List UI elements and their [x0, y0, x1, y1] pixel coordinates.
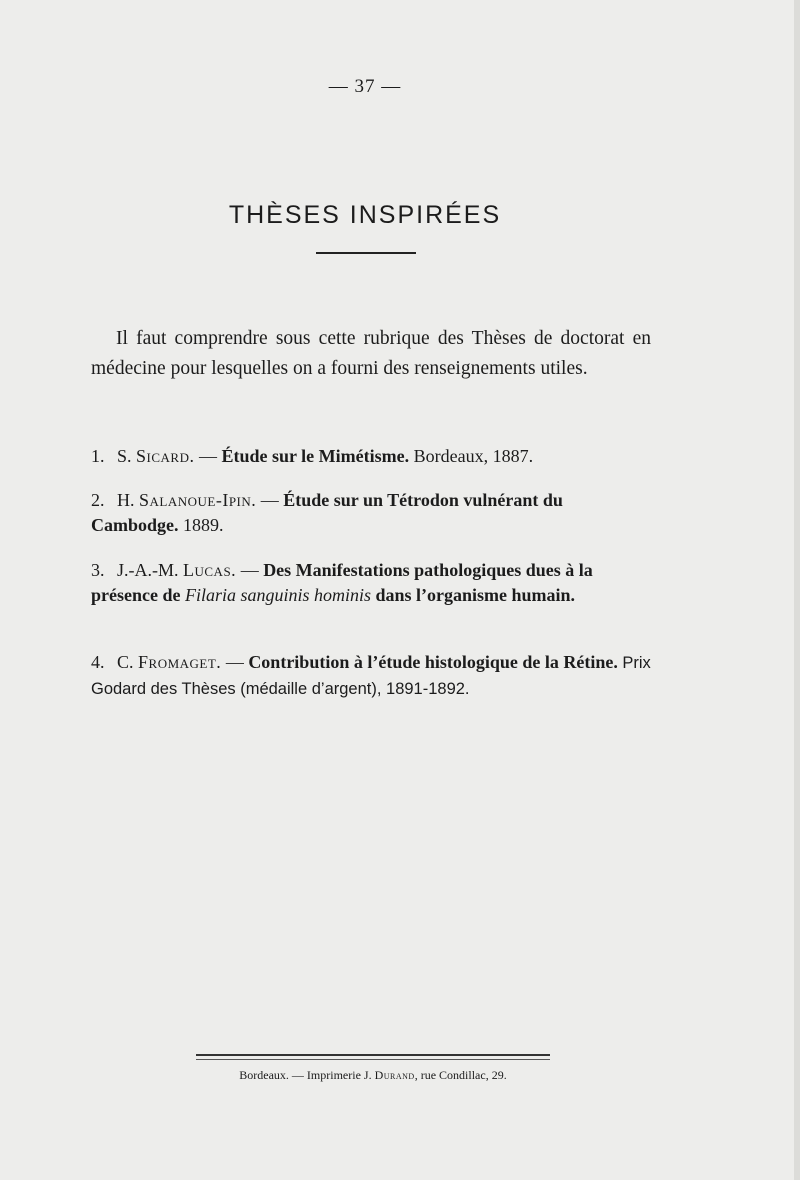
species-name: Filaria sanguinis hominis: [184, 585, 372, 605]
imprint-address: , rue Condillac, 29.: [414, 1068, 507, 1082]
author-initials: S.: [117, 446, 132, 466]
footer-rule: [196, 1054, 550, 1056]
title-divider: [316, 252, 416, 254]
page-edge-shadow: [794, 0, 800, 1180]
thesis-title: Étude sur un Tétrodon vulnérant du Cambodge.: [91, 490, 563, 535]
imprint-printer: Durand: [374, 1068, 415, 1082]
author-surname: Sicard.: [136, 446, 195, 466]
entry-dash: —: [260, 490, 279, 510]
entry-dash: —: [240, 560, 259, 580]
page-number: — 37 —: [328, 76, 402, 97]
thesis-entry-4: [91, 650, 651, 702]
entry-dash: —: [198, 446, 217, 466]
section-title: THÈSES INSPIRÉES: [228, 200, 502, 229]
printer-imprint: [196, 1068, 550, 1083]
author-surname: Salanoue-Ipin.: [139, 490, 257, 510]
thesis-details: Bordeaux, 1887.: [413, 446, 534, 466]
author-initials: C.: [117, 652, 134, 672]
thesis-entry-3: [91, 558, 651, 608]
thesis-title: Étude sur le Mimétisme.: [221, 446, 410, 466]
intro-paragraph: Il faut comprendre sous cette rubrique des Thèses de doctorat en médecine pour lesquelles on a fourni des renseignements utiles.: [91, 328, 651, 379]
author-initials: H.: [117, 490, 135, 510]
imprint-text: Bordeaux. — Imprimerie J.: [239, 1068, 372, 1082]
thesis-title: Contribution à l’étude histologique de la Rétine.: [248, 652, 618, 672]
entry-number: 3.: [91, 560, 105, 580]
entry-dash: —: [225, 652, 244, 672]
thesis-entry-1: [91, 444, 651, 469]
author-surname: Lucas.: [183, 560, 237, 580]
thesis-details: Prix Godard des Thèses (médaille d’argent), 1891-1892.: [91, 654, 651, 698]
footer-rule-thin: [196, 1059, 550, 1060]
thesis-title: Des Manifestations pathologiques dues à la présence de: [91, 560, 593, 605]
thesis-title-end: dans l’organisme humain.: [375, 585, 576, 605]
author-surname: Fromaget.: [138, 652, 222, 672]
entry-number: 4.: [91, 652, 105, 672]
entry-number: 1.: [91, 446, 105, 466]
entry-number: 2.: [91, 490, 105, 510]
thesis-details: 1889.: [183, 515, 224, 535]
author-initials: J.-A.-M.: [117, 560, 179, 580]
thesis-entry-2: [91, 488, 651, 538]
